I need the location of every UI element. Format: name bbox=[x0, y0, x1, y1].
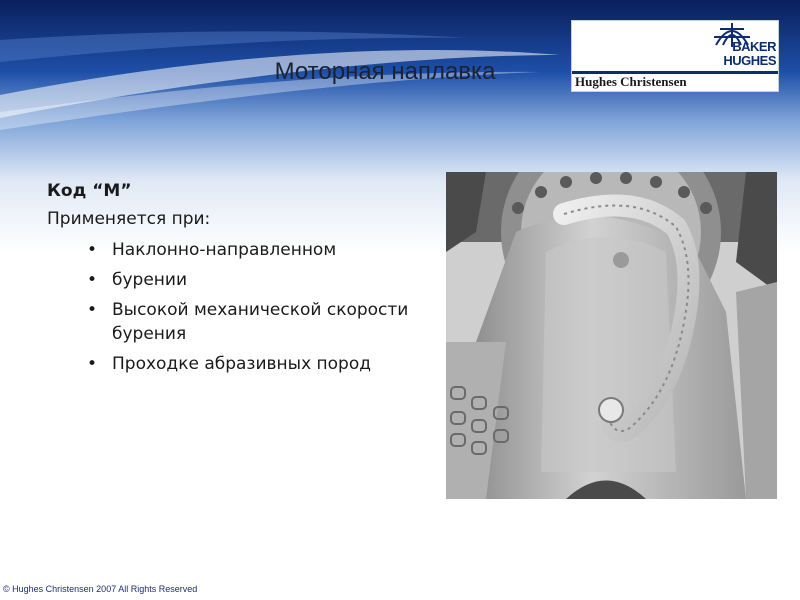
bullet-item: • бурении bbox=[47, 268, 417, 292]
logo-text-hughes: HUGHES bbox=[723, 53, 776, 68]
usage-lead: Применяется при: bbox=[47, 209, 211, 229]
logo-text-baker: BAKER bbox=[732, 39, 776, 54]
bullet-item: • Высокой механической скорости бурения bbox=[47, 298, 417, 346]
drill-bit-photo bbox=[446, 172, 777, 499]
slide-title: Моторная наплавка bbox=[274, 58, 496, 85]
company-logo bbox=[571, 20, 779, 92]
bullet-item: • Наклонно-направленном bbox=[47, 238, 417, 262]
logo-subtitle: Hughes Christensen bbox=[575, 74, 687, 89]
copyright-footer: © Hughes Christensen 2007 All Rights Reserved bbox=[3, 584, 198, 594]
bullet-list bbox=[47, 238, 417, 376]
bullet-item: • Проходке абразивных пород bbox=[47, 352, 417, 376]
code-heading: Код “M” bbox=[47, 181, 132, 201]
slide-content bbox=[47, 178, 417, 382]
